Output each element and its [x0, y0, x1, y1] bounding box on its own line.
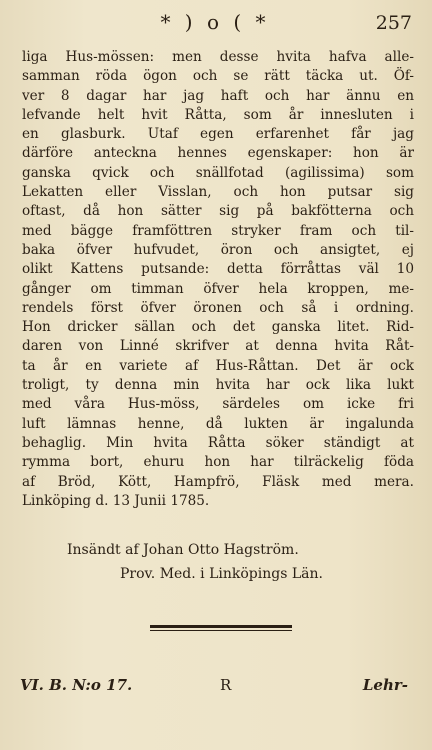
text-line: olikt Kattens putsande: detta förråttas väl 10	[22, 261, 414, 278]
text-line: liga Hus-mössen: men desse hvita hafva alle-	[22, 49, 414, 65]
text-line: oftast, då hon sätter sig på bakfötterna och	[22, 203, 414, 220]
body-text	[22, 48, 414, 511]
text-line: ver 8 dagar har jag haft och har ännu en	[22, 87, 414, 104]
text-line: en glasburk. Utaf egen erfarenhet får jag	[22, 126, 414, 143]
signature-line-1: Insändt af Johan Otto Hagström.	[67, 542, 299, 558]
text-line: rymma bort, ehuru hon har tilräckelig föda	[22, 454, 414, 471]
text-line: lefvande helt hvit Råtta, som år innesluten i	[22, 106, 414, 123]
text-line: gånger om timman öfver hela kroppen, me-	[22, 280, 414, 297]
text-line: luft lämnas henne, då lukten är ingalunda	[22, 415, 414, 432]
text-line: Lekatten eller Visslan, och hon putsar sig	[22, 184, 414, 201]
text-line: samman röda ögon och se rätt täcka ut. Öf-	[22, 68, 414, 85]
text-line: af Bröd, Kött, Hampfrö, Fläsk med mera.	[22, 473, 414, 490]
text-line: rendels först öfver öronen och så i ordning.	[22, 299, 414, 316]
text-line: med bägge framföttren stryker fram och til-	[22, 222, 414, 239]
text-line: därföre anteckna hennes egenskaper: hon är	[22, 145, 414, 162]
text-line: ta år en variete af Hus-Råttan. Det är ock	[22, 357, 414, 374]
text-line: baka öfver hufvudet, öron och ansigtet, ej	[22, 241, 414, 258]
page-header	[0, 10, 432, 38]
footer-signature-mark: VI. B. N:o 17.	[20, 676, 133, 694]
text-line: behaglig. Min hvita Råtta söker ständigt at	[22, 434, 414, 451]
header-ornament: * ) o ( *	[160, 10, 270, 34]
text-line: Linköping d. 13 Junii 1785.	[22, 492, 210, 509]
footer-sheet-letter: R	[220, 676, 232, 694]
text-line: troligt, ty denna min hvita har ock lika lukt	[22, 377, 414, 394]
text-line: Hon dricker sällan och det ganska litet. Rid-	[22, 319, 414, 336]
page-number: 257	[375, 12, 412, 34]
page-footer	[0, 676, 432, 702]
section-rule	[150, 625, 292, 628]
text-line: med våra Hus-möss, särdeles om icke fri	[22, 396, 414, 413]
footer-catchword: Lehr-	[362, 676, 408, 694]
signature-line-2: Prov. Med. i Linköpings Län.	[120, 566, 323, 582]
text-line: daren von Linné skrifver at denna hvita Råt-	[22, 338, 414, 355]
text-line: ganska qvick och snällfotad (agilissima) som	[22, 164, 414, 181]
